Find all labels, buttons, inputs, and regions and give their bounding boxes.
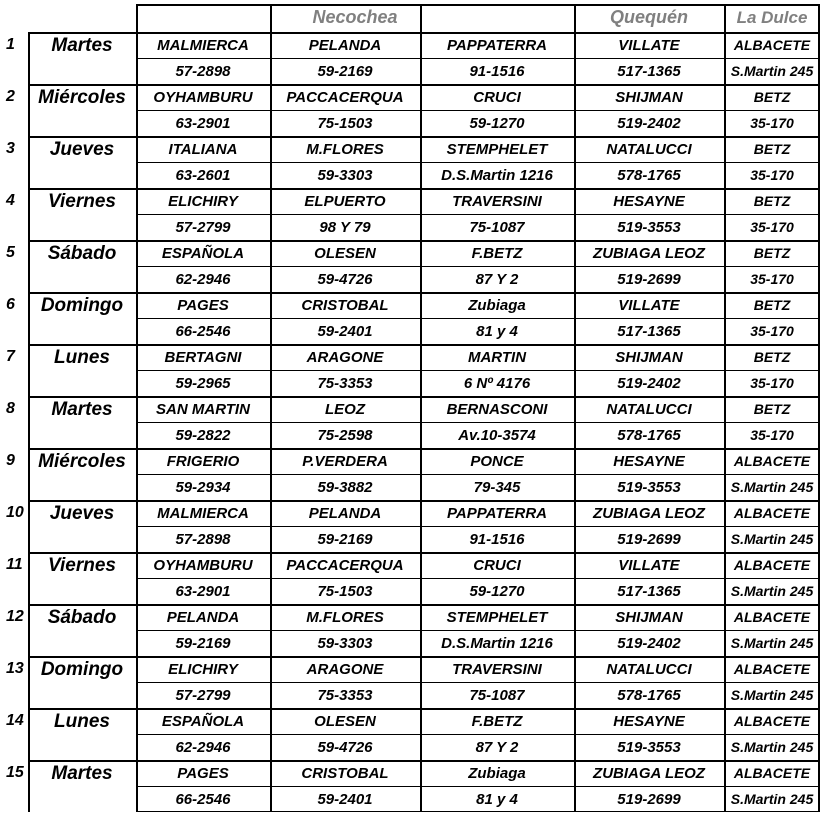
day-name: Lunes: [54, 710, 110, 732]
pharmacy-name: P.VERDERA: [302, 452, 388, 470]
row-mid-divider: [136, 110, 820, 111]
pharmacy-phone: 59-1270: [469, 114, 525, 132]
pharmacy-phone: 87 Y 2: [475, 738, 519, 756]
pharmacy-phone: 519-2402: [617, 114, 681, 132]
column-divider: [818, 4, 820, 812]
pharmacy-phone: 35-170: [750, 271, 794, 287]
pharmacy-phone: 81 y 4: [476, 322, 518, 340]
column-divider: [724, 4, 726, 812]
pharmacy-name: VILLATE: [618, 296, 680, 314]
pharmacy-phone: 519-3553: [617, 218, 681, 236]
pharmacy-phone: 75-3353: [317, 374, 373, 392]
pharmacy-name: ARAGONE: [306, 348, 384, 366]
pharmacy-name: BETZ: [753, 401, 791, 417]
pharmacy-name: BETZ: [753, 349, 791, 365]
pharmacy-phone: D.S.Martin 1216: [441, 634, 553, 652]
pharmacy-phone: 519-2402: [617, 374, 681, 392]
pharmacy-phone: 81 y 4: [476, 790, 518, 808]
row-divider: [28, 240, 820, 242]
pharmacy-phone: 75-1087: [469, 218, 525, 236]
pharmacy-phone: 519-2699: [617, 530, 681, 548]
day-name: Viernes: [48, 190, 116, 212]
pharmacy-name: ZUBIAGA LEOZ: [593, 764, 705, 782]
row-divider: [28, 84, 820, 86]
pharmacy-name: LEOZ: [325, 400, 365, 418]
row-divider: [28, 448, 820, 450]
pharmacy-name: SAN MARTIN: [156, 400, 250, 418]
pharmacy-phone: 519-2699: [617, 270, 681, 288]
pharmacy-phone: S.Martin 245: [730, 635, 814, 651]
pharmacy-name: BETZ: [753, 141, 791, 157]
day-name: Viernes: [48, 554, 116, 576]
row-number: 15: [6, 764, 24, 781]
row-mid-divider: [136, 526, 820, 527]
row-divider: [28, 188, 820, 190]
pharmacy-name: HESAYNE: [613, 192, 685, 210]
pharmacy-name: ALBACETE: [733, 765, 811, 781]
pharmacy-phone: 578-1765: [617, 686, 681, 704]
row-mid-divider: [136, 786, 820, 787]
pharmacy-phone: 59-2965: [175, 374, 231, 392]
pharmacy-phone: S.Martin 245: [730, 739, 814, 755]
row-mid-divider: [136, 422, 820, 423]
pharmacy-name: ITALIANA: [168, 140, 238, 158]
day-name: Lunes: [54, 346, 110, 368]
pharmacy-name: Zubiaga: [468, 764, 526, 782]
pharmacy-phone: 75-1503: [317, 114, 373, 132]
pharmacy-phone: 519-2699: [617, 790, 681, 808]
pharmacy-phone: 59-2401: [317, 322, 373, 340]
day-name: Domingo: [40, 294, 124, 316]
pharmacy-phone: 91-1516: [469, 530, 525, 548]
row-number: 6: [6, 296, 15, 313]
column-divider: [270, 4, 272, 812]
row-divider: [28, 396, 820, 398]
pharmacy-name: PONCE: [470, 452, 524, 470]
row-number: 9: [6, 452, 15, 469]
pharmacy-phone: 57-2898: [175, 62, 231, 80]
row-mid-divider: [136, 682, 820, 683]
pharmacy-name: OLESEN: [314, 244, 376, 262]
pharmacy-name: OYHAMBURU: [153, 556, 253, 574]
row-number: 12: [6, 608, 24, 625]
pharmacy-name: MALMIERCA: [157, 36, 249, 54]
pharmacy-phone: 35-170: [750, 115, 794, 131]
header-necochea: Necochea: [312, 7, 398, 27]
pharmacy-phone: 6 Nº 4176: [463, 374, 531, 392]
pharmacy-name: NATALUCCI: [606, 140, 692, 158]
pharmacy-name: ESPAÑOLA: [161, 712, 245, 730]
pharmacy-name: PACCACERQUA: [286, 88, 404, 106]
pharmacy-name: PAGES: [177, 764, 229, 782]
pharmacy-name: ELICHIRY: [168, 192, 238, 210]
pharmacy-phone: 57-2799: [175, 218, 231, 236]
pharmacy-phone: 63-2901: [175, 114, 231, 132]
row-number: 11: [6, 556, 23, 573]
pharmacy-name: M.FLORES: [306, 140, 384, 158]
pharmacy-name: Zubiaga: [468, 296, 526, 314]
pharmacy-phone: 57-2799: [175, 686, 231, 704]
row-number: 10: [6, 504, 24, 521]
row-number: 5: [6, 244, 15, 261]
pharmacy-name: ALBACETE: [733, 37, 811, 53]
pharmacy-phone: 35-170: [750, 427, 794, 443]
pharmacy-phone: 59-2169: [317, 530, 373, 548]
pharmacy-name: M.FLORES: [306, 608, 384, 626]
row-number: 3: [6, 140, 15, 157]
pharmacy-phone: 63-2601: [175, 166, 231, 184]
pharmacy-name: PAPPATERRA: [446, 504, 547, 522]
row-divider: [28, 552, 820, 554]
pharmacy-name: CRISTOBAL: [301, 296, 389, 314]
pharmacy-name: ALBACETE: [733, 713, 811, 729]
row-mid-divider: [136, 630, 820, 631]
row-mid-divider: [136, 214, 820, 215]
pharmacy-name: BETZ: [753, 245, 791, 261]
row-divider: [28, 292, 820, 294]
pharmacy-phone: 75-2598: [317, 426, 373, 444]
pharmacy-name: ALBACETE: [733, 557, 811, 573]
pharmacy-phone: 517-1365: [617, 62, 681, 80]
row-number: 4: [6, 192, 15, 209]
pharmacy-name: BETZ: [753, 193, 791, 209]
pharmacy-phone: 35-170: [750, 375, 794, 391]
pharmacy-phone: S.Martin 245: [730, 791, 814, 807]
pharmacy-phone: 59-4726: [317, 738, 373, 756]
pharmacy-name: ELPUERTO: [304, 192, 386, 210]
pharmacy-name: PELANDA: [308, 36, 382, 54]
pharmacy-name: NATALUCCI: [606, 660, 692, 678]
row-number: 14: [6, 712, 24, 729]
pharmacy-phone: 66-2546: [175, 790, 231, 808]
row-divider: [28, 760, 820, 762]
pharmacy-phone: 57-2898: [175, 530, 231, 548]
day-name: Sábado: [47, 242, 117, 264]
pharmacy-name: ALBACETE: [733, 453, 811, 469]
day-name: Martes: [51, 762, 113, 784]
pharmacy-phone: 59-3303: [317, 166, 373, 184]
pharmacy-name: BERNASCONI: [446, 400, 548, 418]
pharmacy-phone: 59-4726: [317, 270, 373, 288]
pharmacy-name: VILLATE: [618, 36, 680, 54]
column-divider: [420, 4, 422, 812]
pharmacy-name: CRISTOBAL: [301, 764, 389, 782]
pharmacy-name: ARAGONE: [306, 660, 384, 678]
pharmacy-name: SHIJMAN: [615, 88, 683, 106]
pharmacy-name: BETZ: [753, 297, 791, 313]
pharmacy-phone: 79-345: [473, 478, 521, 496]
pharmacy-phone: 59-1270: [469, 582, 525, 600]
pharmacy-phone: 66-2546: [175, 322, 231, 340]
pharmacy-name: SHIJMAN: [615, 608, 683, 626]
row-mid-divider: [136, 578, 820, 579]
row-number: 8: [6, 400, 15, 417]
pharmacy-phone: S.Martin 245: [730, 687, 814, 703]
pharmacy-name: CRUCI: [473, 556, 521, 574]
pharmacy-phone: D.S.Martin 1216: [441, 166, 553, 184]
day-name: Martes: [51, 34, 113, 56]
pharmacy-name: FRIGERIO: [166, 452, 240, 470]
pharmacy-name: PAPPATERRA: [446, 36, 547, 54]
row-divider: [28, 708, 820, 710]
pharmacy-phone: 59-2934: [175, 478, 231, 496]
pharmacy-phone: 578-1765: [617, 426, 681, 444]
row-mid-divider: [136, 58, 820, 59]
pharmacy-name: F.BETZ: [471, 244, 523, 262]
column-divider: [136, 4, 138, 812]
table-bottom-line: [136, 811, 820, 812]
pharmacy-name: HESAYNE: [613, 712, 685, 730]
pharmacy-name: TRAVERSINI: [452, 660, 542, 678]
pharmacy-phone: S.Martin 245: [730, 479, 814, 495]
left-border: [28, 32, 30, 812]
row-divider: [28, 136, 820, 138]
pharmacy-name: MALMIERCA: [157, 504, 249, 522]
day-name: Martes: [51, 398, 113, 420]
row-mid-divider: [136, 162, 820, 163]
pharmacy-phone: 59-2401: [317, 790, 373, 808]
day-name: Jueves: [49, 138, 115, 160]
pharmacy-name: PELANDA: [166, 608, 240, 626]
pharmacy-phone: 59-2169: [175, 634, 231, 652]
pharmacy-name: ALBACETE: [733, 505, 811, 521]
pharmacy-name: SHIJMAN: [615, 348, 683, 366]
row-divider: [28, 344, 820, 346]
pharmacy-phone: 62-2946: [175, 270, 231, 288]
pharmacy-phone: 98 Y 79: [319, 218, 371, 236]
pharmacy-name: ZUBIAGA LEOZ: [593, 244, 705, 262]
pharmacy-phone: 63-2901: [175, 582, 231, 600]
pharmacy-phone: 519-3553: [617, 478, 681, 496]
pharmacy-name: ALBACETE: [733, 661, 811, 677]
pharmacy-name: TRAVERSINI: [452, 192, 542, 210]
row-mid-divider: [136, 266, 820, 267]
pharmacy-phone: 517-1365: [617, 322, 681, 340]
pharmacy-phone: 35-170: [750, 167, 794, 183]
pharmacy-phone: S.Martin 245: [730, 63, 814, 79]
pharmacy-phone: 59-3303: [317, 634, 373, 652]
pharmacy-phone: 35-170: [750, 323, 794, 339]
row-mid-divider: [136, 734, 820, 735]
pharmacy-phone: 59-2822: [175, 426, 231, 444]
header-la-dulce: La Dulce: [736, 7, 808, 27]
pharmacy-phone: Av.10-3574: [458, 426, 536, 444]
pharmacy-phone: 578-1765: [617, 166, 681, 184]
row-number: 1: [6, 36, 15, 53]
row-number: 7: [6, 348, 15, 365]
pharmacy-phone: 75-1087: [469, 686, 525, 704]
pharmacy-name: BERTAGNI: [164, 348, 242, 366]
pharmacy-name: ELICHIRY: [168, 660, 238, 678]
pharmacy-name: BETZ: [753, 89, 791, 105]
pharmacy-name: ALBACETE: [733, 609, 811, 625]
pharmacy-phone: 35-170: [750, 219, 794, 235]
day-name: Miércoles: [38, 450, 126, 472]
pharmacy-name: PELANDA: [308, 504, 382, 522]
row-number: 13: [6, 660, 24, 677]
pharmacy-name: NATALUCCI: [606, 400, 692, 418]
pharmacy-phone: 75-3353: [317, 686, 373, 704]
pharmacy-name: F.BETZ: [471, 712, 523, 730]
row-divider: [28, 656, 820, 658]
day-name: Miércoles: [38, 86, 126, 108]
row-divider: [28, 604, 820, 606]
row-mid-divider: [136, 318, 820, 319]
day-name: Jueves: [49, 502, 115, 524]
row-mid-divider: [136, 370, 820, 371]
pharmacy-name: PAGES: [177, 296, 229, 314]
pharmacy-phone: S.Martin 245: [730, 531, 814, 547]
pharmacy-name: ESPAÑOLA: [161, 244, 245, 262]
row-number: 2: [6, 88, 15, 105]
pharmacy-phone: 91-1516: [469, 62, 525, 80]
row-divider: [28, 500, 820, 502]
column-divider: [574, 4, 576, 812]
row-divider: [28, 32, 820, 34]
pharmacy-phone: 59-2169: [317, 62, 373, 80]
pharmacy-name: HESAYNE: [613, 452, 685, 470]
day-name: Sábado: [47, 606, 117, 628]
header-quequen: Quequén: [609, 7, 688, 27]
pharmacy-name: OLESEN: [314, 712, 376, 730]
row-mid-divider: [136, 474, 820, 475]
pharmacy-name: STEMPHELET: [446, 608, 548, 626]
pharmacy-name: MARTIN: [467, 348, 527, 366]
pharmacy-name: CRUCI: [473, 88, 521, 106]
pharmacy-name: PACCACERQUA: [286, 556, 404, 574]
pharmacy-phone: 517-1365: [617, 582, 681, 600]
pharmacy-name: VILLATE: [618, 556, 680, 574]
header-top-line: [136, 4, 820, 6]
pharmacy-phone: S.Martin 245: [730, 583, 814, 599]
pharmacy-phone: 519-2402: [617, 634, 681, 652]
pharmacy-phone: 62-2946: [175, 738, 231, 756]
pharmacy-phone: 519-3553: [617, 738, 681, 756]
pharmacy-phone: 59-3882: [317, 478, 373, 496]
day-name: Domingo: [40, 658, 124, 680]
pharmacy-phone: 75-1503: [317, 582, 373, 600]
pharmacy-name: ZUBIAGA LEOZ: [593, 504, 705, 522]
pharmacy-name: OYHAMBURU: [153, 88, 253, 106]
pharmacy-name: STEMPHELET: [446, 140, 548, 158]
pharmacy-phone: 87 Y 2: [475, 270, 519, 288]
